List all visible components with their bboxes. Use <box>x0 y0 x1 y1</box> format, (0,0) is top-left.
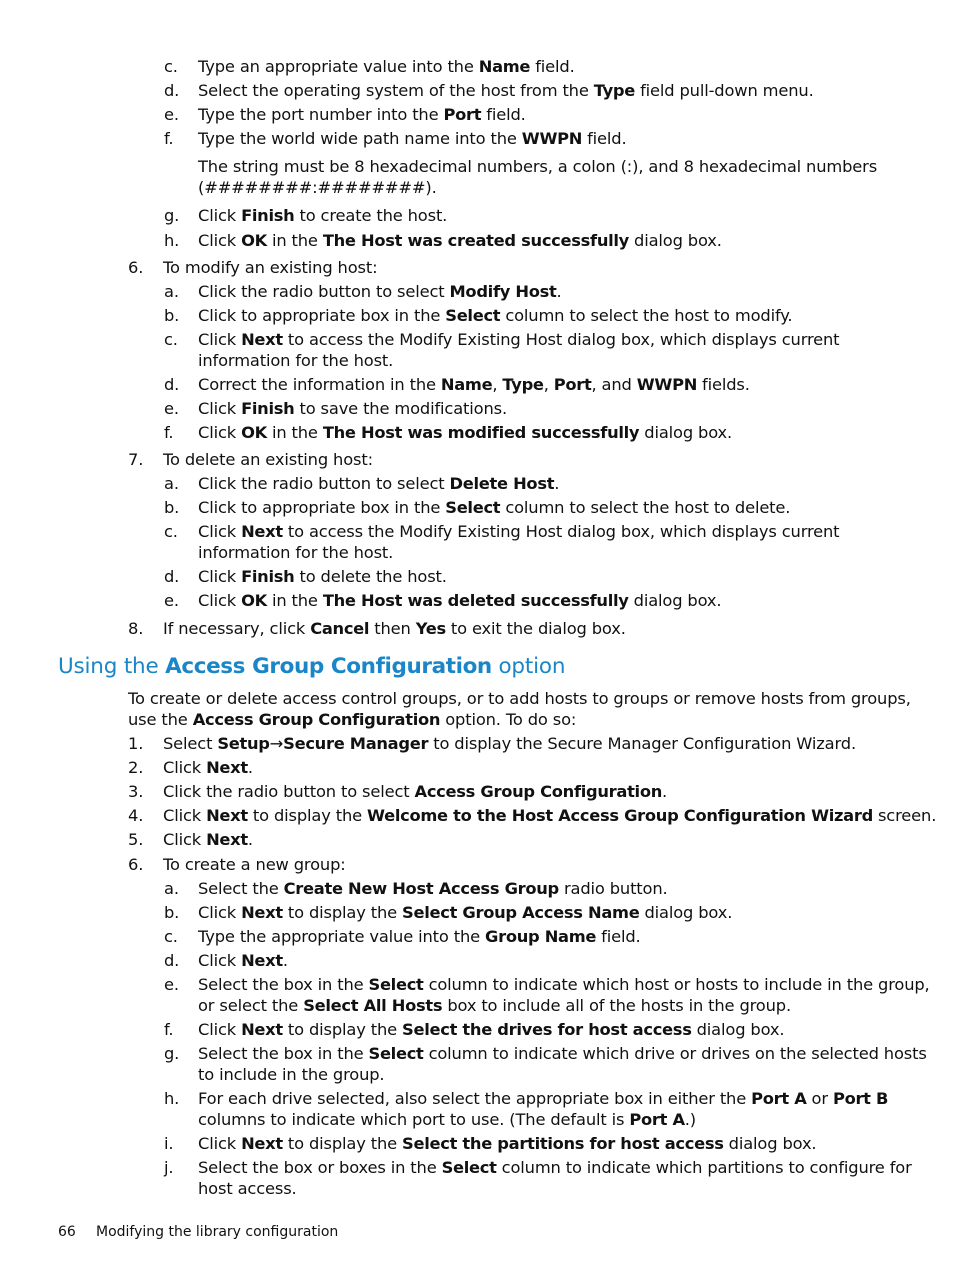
page-number: 66 <box>58 1224 76 1240</box>
list-item-text: Click the radio button to select Access Group Configuration. <box>163 782 668 801</box>
list-marker: d. <box>164 81 180 100</box>
list-item-text: columns to indicate which port to use. (The default is Port A.) <box>198 1110 697 1129</box>
list-item-text: To create a new group: <box>163 855 346 874</box>
list-marker: g. <box>164 206 180 225</box>
list-item-text: Click Next to access the Modify Existing Host dialog box, which displays current <box>198 330 840 349</box>
list-marker: c. <box>164 330 178 349</box>
list-marker: f. <box>164 1020 174 1039</box>
list-item-text: To modify an existing host: <box>163 258 378 277</box>
list-marker: a. <box>164 474 179 493</box>
list-marker: i. <box>164 1134 174 1153</box>
list-marker: 8. <box>128 619 144 638</box>
list-item-text: Click Next. <box>163 830 253 849</box>
list-item-text: Type the port number into the Port field. <box>198 105 526 124</box>
list-item-text: information for the host. <box>198 543 394 562</box>
list-item-text: If necessary, click Cancel then Yes to exit the dialog box. <box>163 619 626 638</box>
list-item-text: To delete an existing host: <box>163 450 373 469</box>
list-marker: j. <box>164 1158 174 1177</box>
list-marker: h. <box>164 231 180 250</box>
list-marker: d. <box>164 951 180 970</box>
list-marker: d. <box>164 567 180 586</box>
list-item-text: Click the radio button to select Delete Host. <box>198 474 560 493</box>
list-marker: g. <box>164 1044 180 1063</box>
list-item-text: Click Finish to create the host. <box>198 206 448 225</box>
list-item-text: Click Next to display the Select Group Access Name dialog box. <box>198 903 733 922</box>
list-item-text: information for the host. <box>198 351 394 370</box>
list-item-text: To create or delete access control groups, or to add hosts to groups or remove hosts from groups, <box>128 689 911 708</box>
list-item-text: Click OK in the The Host was modified successfully dialog box. <box>198 423 733 442</box>
list-marker: a. <box>164 879 179 898</box>
list-marker: d. <box>164 375 180 394</box>
list-item-text: Select Setup→Secure Manager to display the Secure Manager Configuration Wizard. <box>163 734 856 753</box>
list-marker: 7. <box>128 450 144 469</box>
menu-arrow: → <box>269 734 284 753</box>
list-item-text: use the Access Group Configuration option. To do so: <box>128 710 577 729</box>
footer-chapter-title: Modifying the library configuration <box>96 1224 339 1240</box>
list-marker: b. <box>164 498 180 517</box>
list-item-text: or select the Select All Hosts box to include all of the hosts in the group. <box>198 996 792 1015</box>
list-marker: 2. <box>128 758 144 777</box>
list-marker: e. <box>164 399 179 418</box>
list-marker: 4. <box>128 806 144 825</box>
list-item-text: Select the operating system of the host from the Type field pull-down menu. <box>198 81 814 100</box>
list-marker: c. <box>164 57 178 76</box>
list-marker: b. <box>164 306 180 325</box>
list-item-text: For each drive selected, also select the appropriate box in either the Port A or Port B <box>198 1089 889 1108</box>
list-item-text: Select the box or boxes in the Select column to indicate which partitions to configure for <box>198 1158 912 1177</box>
list-marker: 5. <box>128 830 144 849</box>
list-marker: e. <box>164 591 179 610</box>
list-item-text: Type the world wide path name into the WWPN field. <box>198 129 627 148</box>
list-item-text: Click the radio button to select Modify Host. <box>198 282 562 301</box>
list-item-text: Select the box in the Select column to indicate which drive or drives on the selected hosts <box>198 1044 927 1063</box>
list-item-text: Click Next to display the Select the partitions for host access dialog box. <box>198 1134 817 1153</box>
list-marker: f. <box>164 423 174 442</box>
list-item-text: Click OK in the The Host was created successfully dialog box. <box>198 231 722 250</box>
list-marker: 6. <box>128 258 144 277</box>
list-item-text: Type an appropriate value into the Name field. <box>198 57 575 76</box>
list-marker: 3. <box>128 782 144 801</box>
list-marker: e. <box>164 105 179 124</box>
list-item-text: Click Finish to save the modifications. <box>198 399 507 418</box>
list-item-text: Click to appropriate box in the Select column to select the host to modify. <box>198 306 793 325</box>
list-item-text: Click Next to display the Welcome to the Host Access Group Configuration Wizard screen. <box>163 806 937 825</box>
list-item-text: Click OK in the The Host was deleted successfully dialog box. <box>198 591 722 610</box>
section-heading: Using the Access Group Configuration option <box>58 654 566 679</box>
list-marker: c. <box>164 522 178 541</box>
list-item-text: The string must be 8 hexadecimal numbers, a colon (:), and 8 hexadecimal numbers <box>198 157 878 176</box>
list-item-text: Click to appropriate box in the Select column to select the host to delete. <box>198 498 791 517</box>
list-item-text: Click Finish to delete the host. <box>198 567 447 586</box>
list-item-text: to include in the group. <box>198 1065 385 1084</box>
list-item-text: host access. <box>198 1179 297 1198</box>
list-marker: h. <box>164 1089 180 1108</box>
list-item-text: Correct the information in the Name, Type, Port, and WWPN fields. <box>198 375 750 394</box>
list-marker: 6. <box>128 855 144 874</box>
list-item-text: Click Next to display the Select the drives for host access dialog box. <box>198 1020 785 1039</box>
list-marker: 1. <box>128 734 144 753</box>
list-marker: c. <box>164 927 178 946</box>
list-item-text: Select the Create New Host Access Group radio button. <box>198 879 668 898</box>
list-marker: e. <box>164 975 179 994</box>
list-marker: b. <box>164 903 180 922</box>
list-item-text: Click Next to access the Modify Existing Host dialog box, which displays current <box>198 522 840 541</box>
list-item-text: Type the appropriate value into the Group Name field. <box>198 927 641 946</box>
list-item-text: Click Next. <box>163 758 253 777</box>
list-marker: f. <box>164 129 174 148</box>
list-marker: a. <box>164 282 179 301</box>
list-item-text: Click Next. <box>198 951 288 970</box>
list-item-text: Select the box in the Select column to indicate which host or hosts to include in the group, <box>198 975 930 994</box>
list-item-text: (########:########). <box>198 178 437 197</box>
